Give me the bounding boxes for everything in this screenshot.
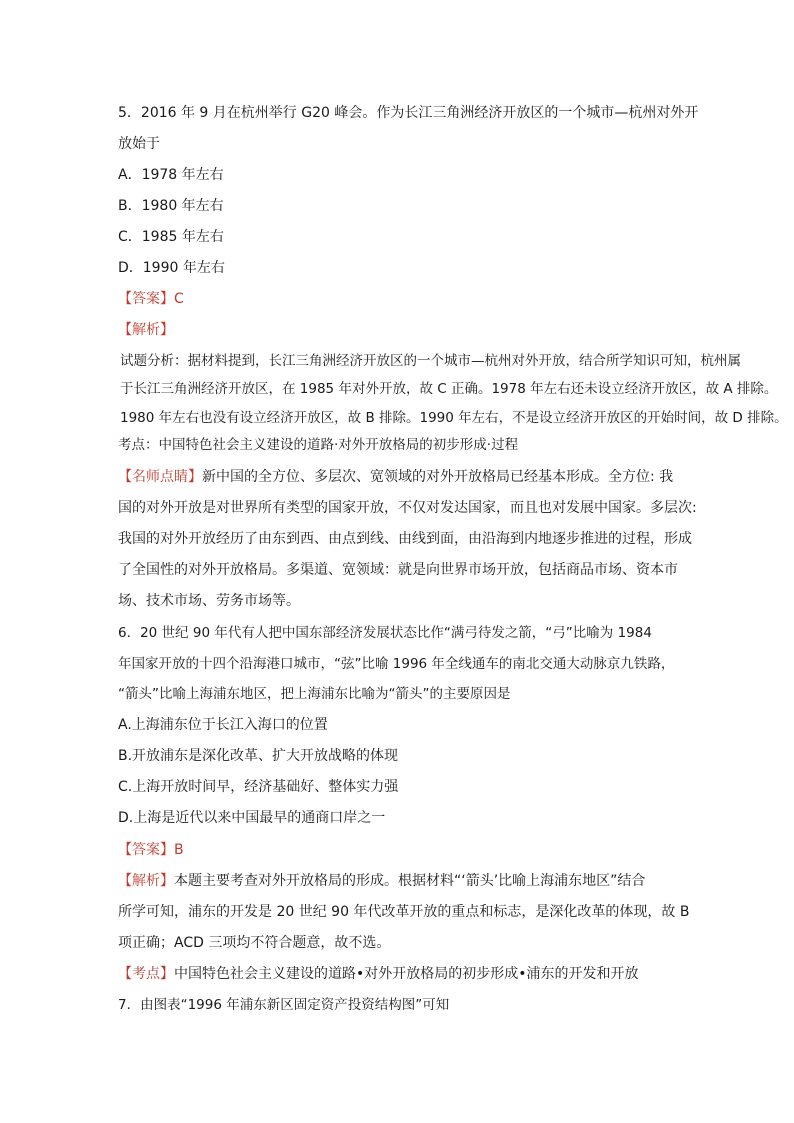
- q5-tip-line: 新中国的全方位、多层次、宽领域的对外开放格局已经基本形成。全方位: 我: [202, 469, 674, 485]
- q5-option-a: A．1978 年左右: [118, 167, 224, 183]
- q5-tip-tag: 【名师点睛】: [118, 469, 202, 485]
- q6-option-a: A.上海浦东位于长江入海口的位置: [118, 717, 328, 733]
- q6-analysis-line: 本题主要考查对外开放格局的形成。根据材料“‘箭头’比喻上海浦东地区”结合: [174, 873, 646, 889]
- q5-option-d: D．1990 年左右: [118, 260, 225, 276]
- q6-answer-tag: 【答案】: [118, 842, 174, 858]
- q6-analysis-line: 项正确；ACD 三项均不符合题意，故不选。: [118, 935, 391, 951]
- q5-option-b: B．1980 年左右: [118, 198, 224, 214]
- q6-analysis-line: 所学可知，浦东的开发是 20 世纪 90 年代改革开放的重点和标志，是深化改革的体现，故 B: [118, 904, 690, 920]
- q6-kaodian: [118, 964, 639, 984]
- q6-stem-line: “箭头”比喻上海浦东地区，把上海浦东比喻为“箭头”的主要原因是: [118, 686, 511, 702]
- q5-stem-line1: 5．2016 年 9 月在杭州举行 G20 峰会。作为长江三角洲经济开放区的一个城市—杭州对外开: [118, 105, 699, 121]
- q5-answer-value: C: [174, 291, 184, 307]
- q5-analysis-line: 1980 年左右也没有设立经济开放区，故 B 排除。1990 年左右，不是设立经济开放区的开始时间，故 D 排除。: [120, 410, 788, 426]
- q5-tip-line: 场、技术市场、劳务市场等。: [118, 593, 300, 609]
- q6-option-d: D.上海是近代以来中国最早的通商口岸之一: [118, 810, 386, 826]
- q5-answer: [118, 289, 184, 309]
- q6-stem-line: 年国家开放的十四个沿海港口城市，“弦”比喻 1996 年全线通车的南北交通大动脉京九铁路，: [118, 656, 675, 672]
- q5-kaodian: 考点：中国特色社会主义建设的道路·对外开放格局的初步形成·过程: [118, 437, 519, 453]
- q6-analysis: [118, 871, 645, 891]
- q5-option-c: C．1985 年左右: [118, 229, 224, 245]
- q5-tip-line: 了全国性的对外开放格局。多渠道、宽领域：就是向世界市场开放，包括商品市场、资本市: [118, 562, 678, 578]
- q5-tip: [118, 467, 673, 487]
- q5-analysis-line: 试题分析：据材料提到，长江三角洲经济开放区的一个城市—杭州对外开放，结合所学知识可知，杭州属: [120, 353, 741, 369]
- q6-option-b: B.开放浦东是深化改革、扩大开放战略的体现: [118, 748, 399, 764]
- q6-kaodian-text: 中国特色社会主义建设的道路•对外开放格局的初步形成•浦东的开发和开放: [174, 966, 639, 982]
- q5-answer-tag: 【答案】: [118, 291, 174, 307]
- q5-stem-line2: 放始于: [118, 136, 160, 152]
- q6-analysis-tag: 【解析】: [118, 873, 174, 889]
- q5-analysis-line: 于长江三角洲经济开放区，在 1985 年对外开放，故 C 正确。1978 年左右还未设立经济开放区，故 A 排除。: [120, 381, 778, 397]
- q7-stem: 7．由图表“1996 年浦东新区固定资产投资结构图”可知: [118, 997, 450, 1013]
- q5-tip-line: 我国的对外开放经历了由东到西、由点到线、由线到面，由沿海到内地逐步推进的过程，形成: [118, 531, 692, 547]
- q6-answer: [118, 840, 184, 860]
- q6-kaodian-tag: 【考点】: [118, 966, 174, 982]
- q5-analysis-tag: 【解析】: [118, 322, 174, 338]
- q6-stem-line: 6．20 世纪 90 年代有人把中国东部经济发展状态比作“满弓待发之箭，“弓”比喻为 1984: [118, 625, 652, 641]
- q5-tip-line: 国的对外开放是对世界所有类型的国家开放，不仅对发达国家，而且也对发展中国家。多层次:: [118, 500, 697, 516]
- q6-option-c: C.上海开放时间早，经济基础好、整体实力强: [118, 779, 399, 795]
- q6-answer-value: B: [174, 842, 184, 858]
